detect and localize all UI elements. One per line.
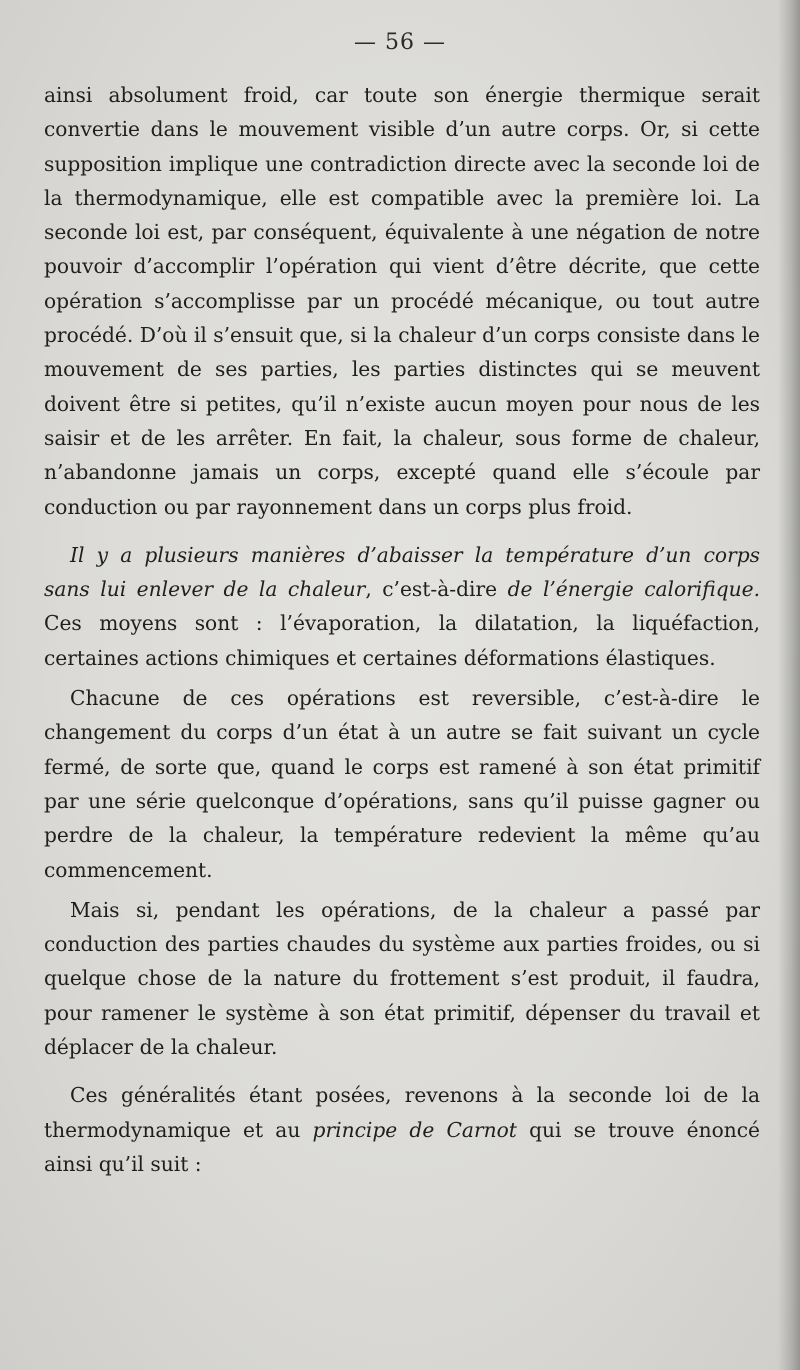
paragraph: [44, 538, 760, 675]
paragraph-text: ainsi absolument froid, car toute son énergie thermique serait convertie dans le mouvement visible d’un autre corps. Or, si cette supposition implique une contradiction directe avec la seconde loi de la thermodynamique, elle est compatible avec la première loi. La seconde loi est, par conséquent, équivalente à une négation de notre pouvoir d’accomplir l’opération qui vient d’être décrite, que cette opération s’accomplisse par un procédé mécanique, ou tout autre procédé. D’où il s’ensuit que, si la chaleur d’un corps consiste dans le mouvement de ses parties, les parties distinctes qui se meuvent doivent être si petites, qu’il n’existe aucun moyen pour nous de les saisir et de les arrêter. En fait, la chaleur, sous forme de chaleur, n’abandonne jamais un corps, excepté quand elle s’écoule par conduction ou par rayonnement dans un corps plus froid.: [44, 83, 760, 519]
paragraph-text: Mais si, pendant les opérations, de la chaleur a passé par conduction des parties chaudes du système aux parties froides, ou si quelque chose de la nature du frottement s’est produit, il faudra, pour ramener le système à son état primitif, dépenser du travail et déplacer de la chaleur.: [44, 897, 760, 1060]
paragraph-text: Chacune de ces opérations est reversible, c’est-à-dire le changement du corps d’un état à un autre se fait suivant un cycle fermé, de sorte que, quand le corps est ramené à son état primitif par une série quelconque d’opérations, sans qu’il puisse gagner ou perdre de la chaleur, la température redevient la même qu’au commencement.: [44, 686, 760, 882]
paragraph: [44, 681, 760, 887]
paragraph-text: , c’est-à-dire: [365, 577, 508, 602]
paragraph: [44, 893, 760, 1064]
paragraph-text: Ces moyens sont : l’évaporation, la dilatation, la liquéfaction, certaines actions chimiques et certaines déformations élastiques.: [44, 611, 760, 670]
italic-phrase: de l’énergie calorifique.: [507, 577, 761, 602]
italic-phrase: principe de Carnot: [312, 1117, 517, 1142]
page-number: — 56 —: [354, 30, 446, 55]
paragraph: [44, 1078, 760, 1181]
page-gutter-shadow: [778, 0, 800, 1370]
paragraph-text: qui se trouve énoncé ainsi qu’il suit :: [44, 1117, 760, 1176]
paragraph-text: Ces généralités étant posées, revenons à la seconde loi de la thermodynamique et au: [44, 1083, 760, 1142]
italic-phrase: Il y a plusieurs manières d’abaisser la température d’un corps sans lui enlever de la chaleur: [44, 542, 760, 602]
body-text: [44, 78, 760, 1181]
paragraph: [44, 78, 760, 524]
